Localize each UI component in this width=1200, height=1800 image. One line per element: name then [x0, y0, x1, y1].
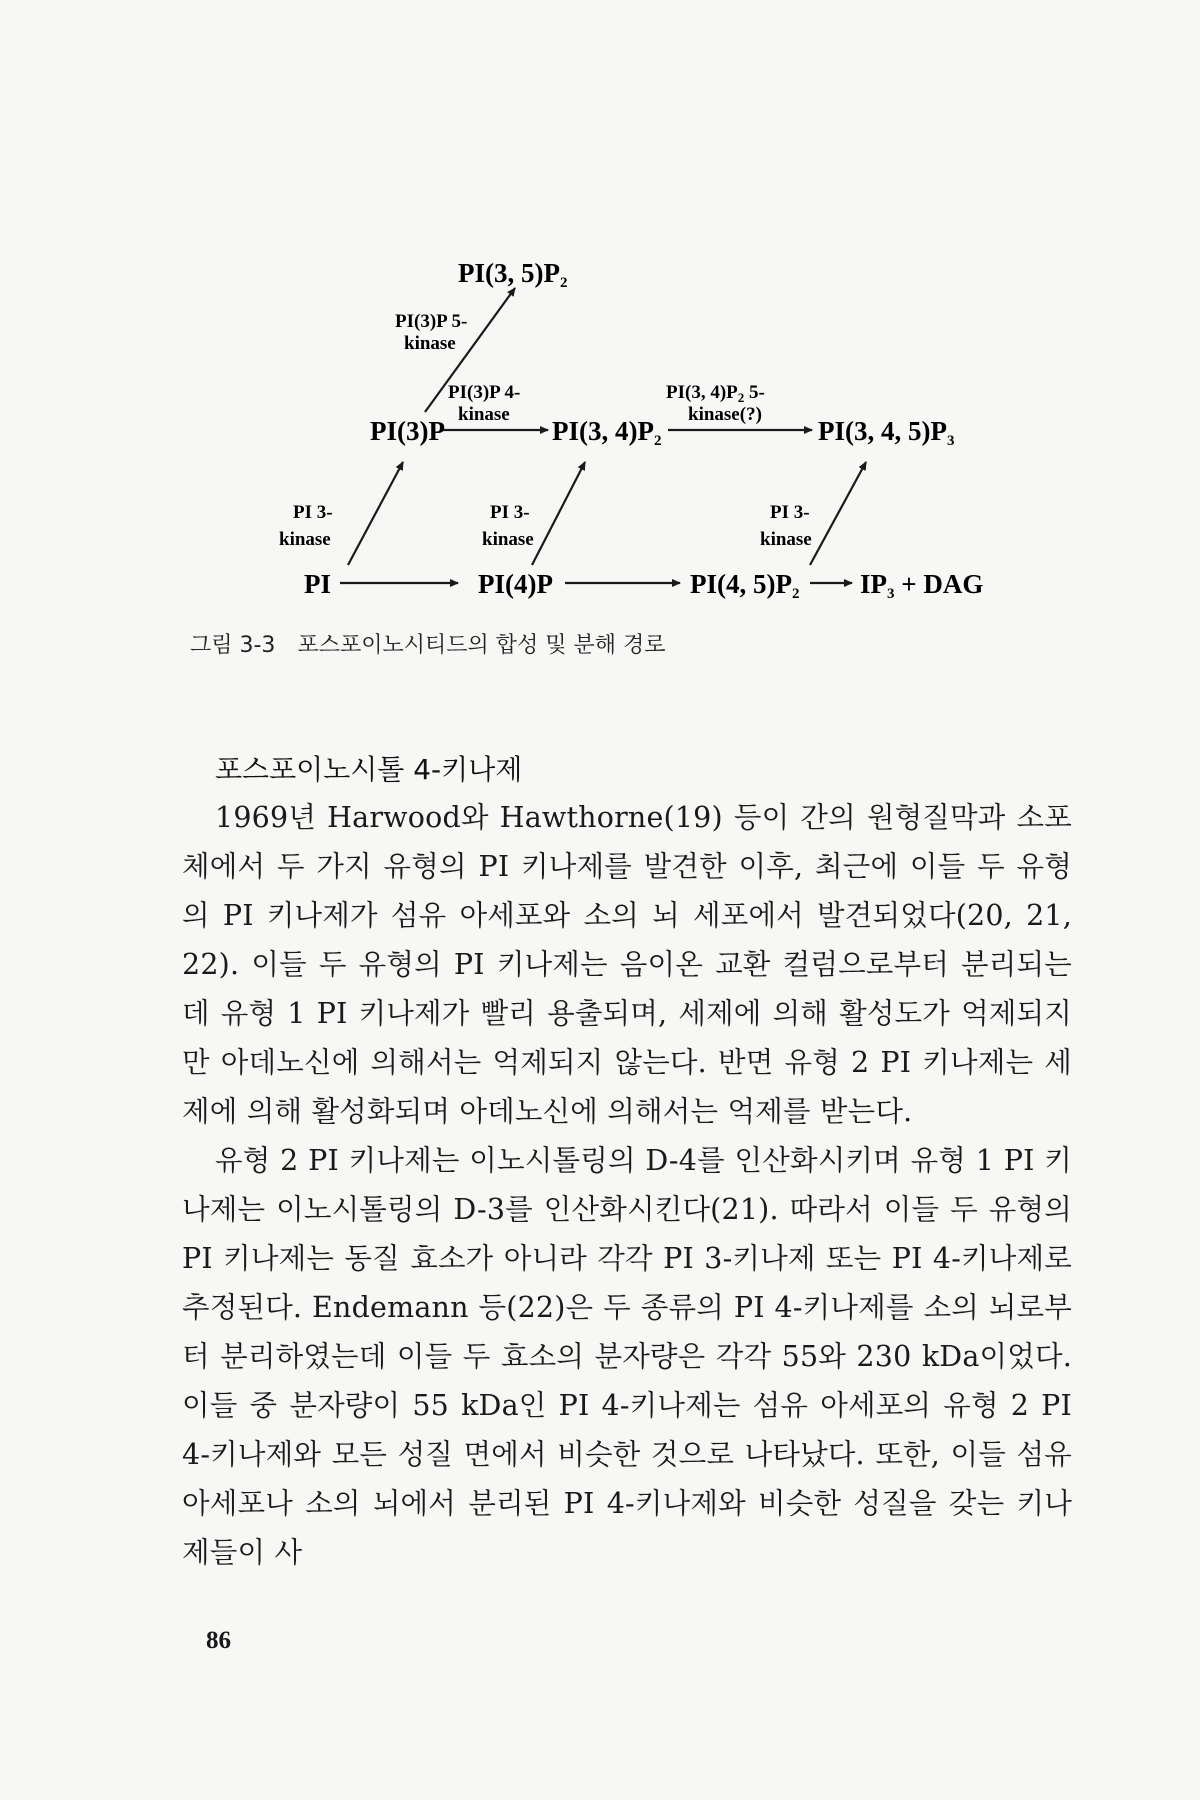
page-number: 86: [206, 1627, 231, 1654]
arrow-pi-to-pi3p: [348, 462, 403, 565]
phosphoinositide-pathway-diagram: [0, 0, 1200, 620]
label-pi34p2-5-kinase-line2: kinase(?): [688, 404, 762, 425]
label-pi3p-5-kinase-line1: PI(3)P 5-: [395, 311, 468, 332]
label-pi3p-4-kinase-line2: kinase: [458, 404, 510, 425]
label-pi3p-4-kinase-line1: PI(3)P 4-: [448, 382, 521, 403]
arrow-pi45p2-to-pi345p3: [810, 462, 866, 565]
figure-caption: [190, 628, 665, 659]
label-pi3-kinase-c-line1: PI 3-: [770, 502, 810, 523]
figure-number: 그림 3-3: [190, 633, 276, 658]
node-pi34p2: PI(3, 4)P2: [552, 416, 662, 449]
node-pi: PI: [304, 569, 331, 599]
label-pi34p2-5-kinase-line1: PI(3, $4)P_2$ 5-: [666, 382, 765, 405]
body-paragraph: 1969년 Harwood와 Hawthorne(19) 등이 간의 원형질막과 소포체에서 두 가지 유형의 PI 키나제를 발견한 이후, 최근에 이들 두 유형의 PI 키나제가 섬유 아세포와 소의 뇌 세포에서 발견되었다(20, 21, 22). 이들 두 유형의 PI 키나제는 음이온 교환 컬럼으로부터 분리되는데 유형 1 PI 키나제가 빨리 용출되며, 세제에 의해 활성도가 억제되지만 아데노신에 의해서는 억제되지 않는다. 반면 유형 2 PI 키나제는 세제에 의해 활성화되며 아데노신에 의해서는 억제를 받는다.: [182, 801, 1072, 1128]
node-pi345p3: PI(3, 4, 5)P3: [818, 416, 955, 449]
arrow-pi4p-to-pi34p2: [532, 462, 585, 565]
node-pi45p2: PI(4, 5)P2: [690, 569, 800, 602]
label-pi3p-5-kinase-line2: kinase: [404, 333, 456, 354]
label-pi3-kinase-c-line2: kinase: [760, 529, 812, 550]
label-pi3-kinase-b-line2: kinase: [482, 529, 534, 550]
body-paragraph: 유형 2 PI 키나제는 이노시톨링의 D-4를 인산화시키며 유형 1 PI 키나제는 이노시톨링의 D-3를 인산화시킨다(21). 따라서 이들 두 유형의 PI 키나제는 동질 효소가 아니라 각각 PI 3-키나제 또는 PI 4-키나제로 추정된다. Endemann 등(22)은 두 종류의 PI 4-키나제를 소의 뇌로부터 분리하였는데 이들 두 효소의 분자량은 각각 55와 230 kDa이었다. 이들 중 분자량이 55 kDa인 PI 4-키나제는 섬유 아세포의 유형 2 PI 4-키나제와 모든 성질 면에서 비슷한 것으로 나타났다. 또한, 이들 섬유 아세포나 소의 뇌에서 분리된 PI 4-키나제와 비슷한 성질을 갖는 키나제들이 사: [182, 1144, 1072, 1569]
label-pi3-kinase-b-line1: PI 3-: [490, 502, 530, 523]
label-pi3-kinase-a-line1: PI 3-: [293, 502, 333, 523]
node-pi35p2: PI(3, 5)P2: [458, 258, 568, 291]
label-pi3-kinase-a-line2: kinase: [279, 529, 331, 550]
node-pi3p: PI(3)P: [370, 416, 445, 446]
section-heading: 포스포이노시톨 4-키나제: [215, 753, 523, 786]
node-pi4p: PI(4)P: [478, 569, 553, 599]
node-ip3-dag: IP3 + DAG: [860, 569, 984, 602]
figure-caption-text: 포스포이노시티드의 합성 및 분해 경로: [297, 633, 666, 658]
